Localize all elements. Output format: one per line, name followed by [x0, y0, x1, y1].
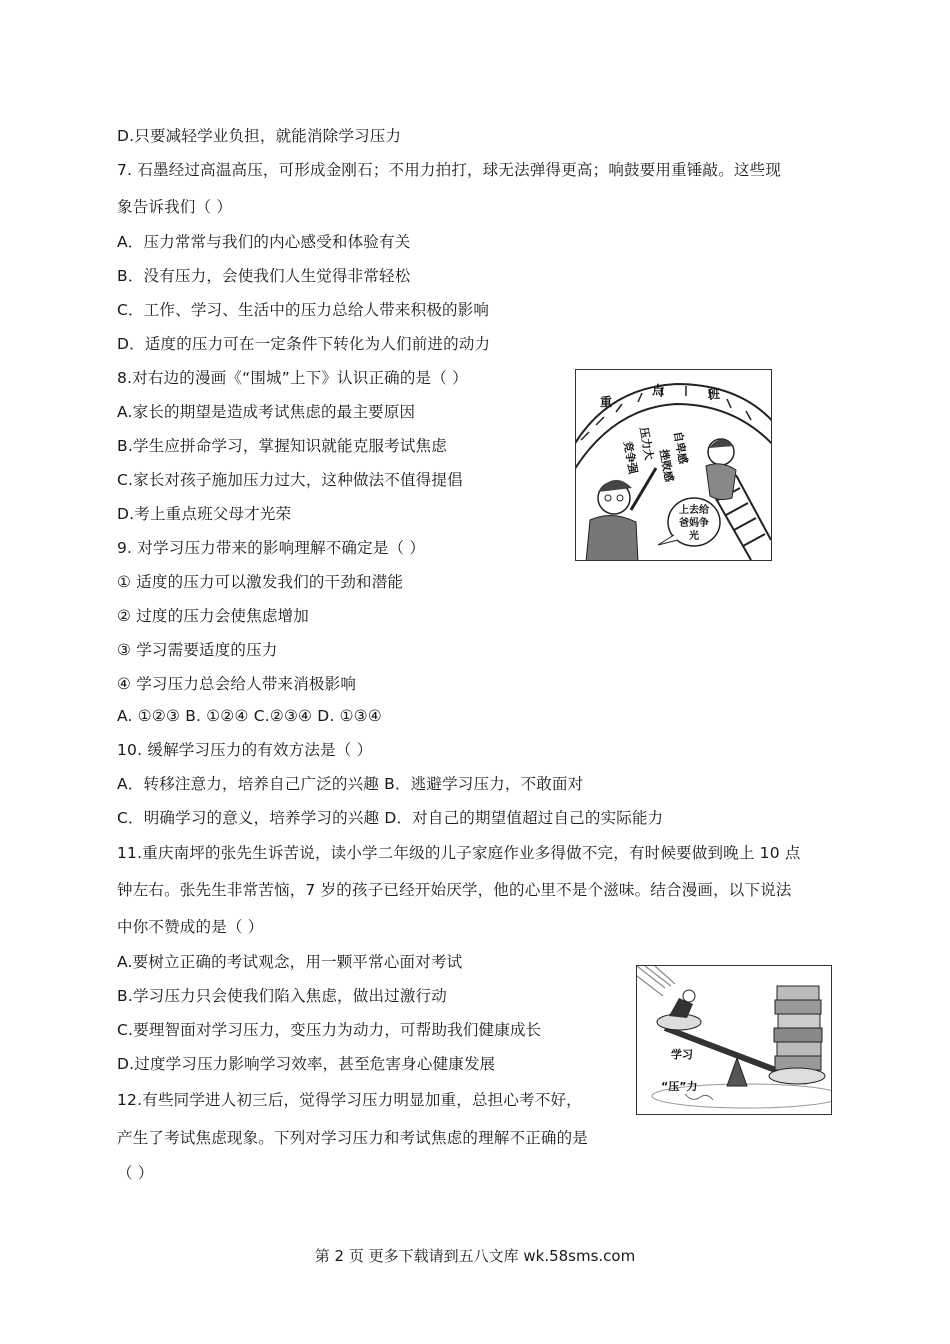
- label-competition: 竞争强: [621, 440, 640, 476]
- text-line: B.学生应拼命学习，掌握知识就能克服考试焦虑: [117, 437, 447, 455]
- text-line: A. ①②③ B. ①②④ C.②③④ D. ①③④: [117, 707, 382, 725]
- text-line: D．适度的压力可在一定条件下转化为人们前进的动力: [117, 335, 491, 353]
- text-line: 钟左右。张先生非常苦恼，7 岁的孩子已经开始厌学，他的心里不是个滋味。结合漫画，以下说法: [117, 881, 792, 899]
- text-line: C.家长对孩子施加压力过大，这种做法不值得提倡: [117, 471, 463, 489]
- text-line: C．工作、学习、生活中的压力总给人带来积极的影响: [117, 301, 490, 319]
- text-line: ④ 学习压力总会给人带来消极影响: [117, 675, 357, 693]
- text-line: 12.有些同学进人初三后，觉得学习压力明显加重，总担心考不好，: [117, 1091, 582, 1109]
- text-line: ③ 学习需要适度的压力: [117, 641, 278, 659]
- text-line: （ ）: [117, 1164, 154, 1182]
- arch-char-3: 班: [708, 387, 721, 401]
- text-line: 11.重庆南坪的张先生诉苦说，读小学二年级的儿子家庭作业多得做不完，有时候要做到晚上 10 点: [117, 844, 801, 862]
- text-line: A.要树立正确的考试观念，用一颗平常心面对考试: [117, 953, 463, 971]
- text-line: 中你不赞成的是（ ）: [117, 918, 264, 936]
- text-line: 9. 对学习压力带来的影响理解不确定是（ ）: [117, 539, 426, 557]
- text-line: D.只要减轻学业负担，就能消除学习压力: [117, 127, 402, 145]
- text-line: D.过度学习压力影响学习效率，甚至危害身心健康发展: [117, 1055, 496, 1073]
- text-line: A．压力常常与我们的内心感受和体验有关: [117, 233, 411, 251]
- text-line: B．没有压力，会使我们人生觉得非常轻松: [117, 267, 411, 285]
- text-line: 8.对右边的漫画《“围城”上下》认识正确的是（ ）: [117, 369, 468, 387]
- text-line: D.考上重点班父母才光荣: [117, 505, 292, 523]
- label-pressure: 压力大: [637, 426, 656, 462]
- cartoon-seesaw-illustration: [637, 966, 831, 1114]
- label-inferiority: 自卑感: [671, 430, 690, 466]
- cartoon-seesaw: [636, 965, 832, 1115]
- text-line: 7. 石墨经过高温高压，可形成金刚石；不用力拍打，球无法弹得更高；响鼓要用重锤敲。这些现: [117, 161, 782, 179]
- text-line: C.要理智面对学习压力，变压力为动力，可帮助我们健康成长: [117, 1021, 542, 1039]
- text-line: 10. 缓解学习压力的有效方法是（ ）: [117, 741, 373, 759]
- label-frustration: 挫败感: [657, 448, 676, 484]
- text-line: A.家长的期望是造成考试焦虑的最主要原因: [117, 403, 416, 421]
- bubble-line-1: 上去给: [679, 505, 709, 516]
- label-study: 学习: [671, 1048, 693, 1061]
- label-pressure-force: “压”力: [661, 1080, 698, 1093]
- bubble-line-2: 爸妈争: [679, 518, 709, 529]
- text-line: ① 适度的压力可以激发我们的干劲和潜能: [117, 573, 404, 591]
- text-line: B.学习压力只会使我们陷入焦虑，做出过激行动: [117, 987, 447, 1005]
- cartoon-weicheng-illustration: [576, 370, 771, 560]
- cartoon-weicheng: [575, 369, 772, 561]
- text-line: 产生了考试焦虑现象。下列对学习压力和考试焦虑的理解不正确的是: [117, 1129, 589, 1147]
- text-line: C．明确学习的意义，培养学习的兴趣 D．对自己的期望值超过自己的实际能力: [117, 809, 664, 827]
- text-line: A．转移注意力，培养自己广泛的兴趣 B．逃避学习压力，不敢面对: [117, 775, 584, 793]
- text-line: ② 过度的压力会使焦虑增加: [117, 607, 309, 625]
- bubble-line-3: 光: [689, 531, 699, 542]
- arch-char-1: 重: [600, 395, 613, 409]
- arch-char-2: 点: [652, 383, 665, 397]
- text-line: 象告诉我们（ ）: [117, 198, 233, 216]
- page-footer: 第 2 页 更多下载请到五八文库 wk.58sms.com: [314, 1247, 636, 1265]
